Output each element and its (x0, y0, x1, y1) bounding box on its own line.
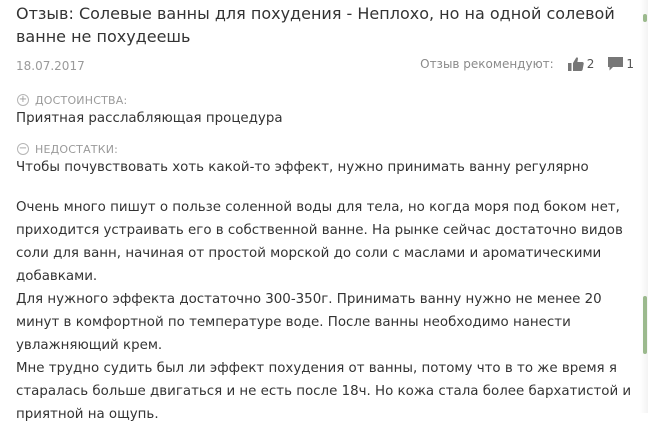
minus-circle-icon: − (18, 143, 28, 154)
like-count: 2 (586, 57, 595, 71)
comment-count: 1 (626, 57, 634, 71)
pros-heading-label: ДОСТОИНСТВА: (35, 93, 128, 107)
review-title: Отзыв: Солевые ванны для похудения - Неплохо, но на одной солевой ванне не похудеешь (16, 4, 615, 46)
comments-button[interactable] (608, 57, 634, 71)
review-paragraph: Очень много пишут о пользе соленной воды для тела, но когда моря под боком нет, приходится устраивать его в собственной ванне. На рынке сейчас достаточно видов соли для ванн, начиная от простой морской до соли с маслами и ароматическими добавками. (16, 200, 623, 284)
review-date: 18.07.2017 (16, 59, 85, 73)
cons-heading-label: НЕДОСТАТКИ: (35, 142, 119, 156)
comment-icon (608, 57, 623, 71)
review-card (16, 0, 636, 426)
thumbs-up-icon (568, 57, 584, 71)
review-paragraph: Для нужного эффекта достаточно 300-350г. Принимать ванну нужно не менее 20 минут в комфортной по температуре воде. После ванны необходимо нанести увлажняющий крем. (16, 292, 602, 353)
review-meta (16, 55, 636, 79)
recommend-label: Отзыв рекомендуют: (420, 57, 554, 71)
plus-circle-icon: + (18, 94, 28, 105)
cons-heading (16, 142, 636, 156)
scrollbar-marker (643, 14, 647, 22)
recommend-block (420, 57, 634, 71)
review-paragraph: Мне трудно судить был ли эффект похудения от ванны, потому что в то же время я старалась больше двигаться и не есть после 18ч. Но кожа стала более бархатистой и приятной на ощупь. (16, 361, 632, 422)
pros-text: Приятная расслабляющая процедура (16, 111, 283, 126)
cons-text: Чтобы почувствовать хоть какой-то эффект, нужно принимать ванну регулярно (16, 160, 589, 175)
pros-heading (16, 93, 636, 107)
like-button[interactable] (568, 57, 595, 71)
scrollbar-thumb[interactable] (643, 296, 647, 354)
review-body (16, 196, 634, 426)
